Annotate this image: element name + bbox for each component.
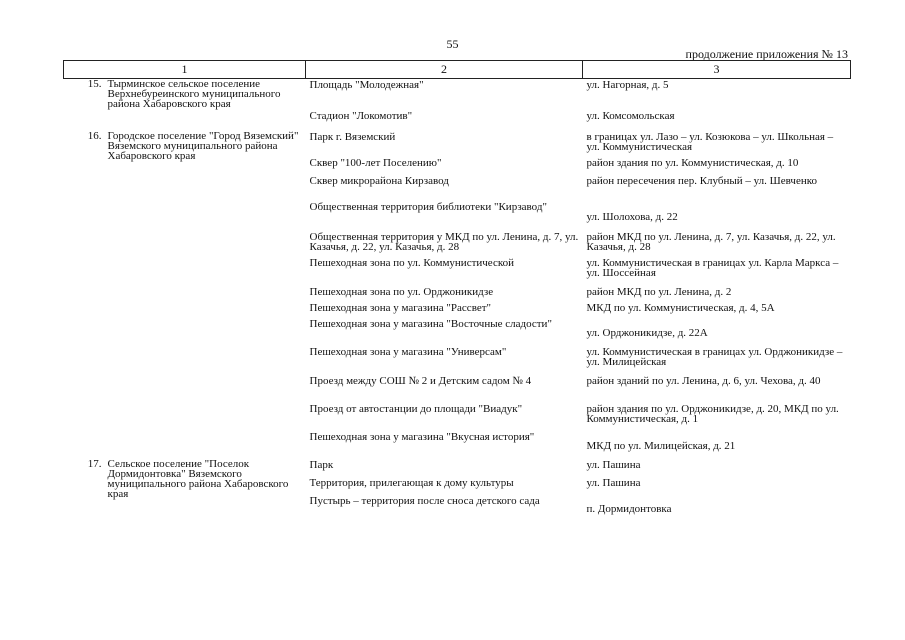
object-address: ул. Коммунистическая в границах ул. Карла Маркса – ул. Шоссейная xyxy=(586,257,839,279)
object-name: Пустырь – территория после сноса детского сада xyxy=(309,495,540,507)
object-name: Парк г. Вяземский xyxy=(309,131,396,143)
settlement-number: 17. xyxy=(87,458,102,470)
object-name: Общественная территория библиотеки "Кирзавод" xyxy=(309,201,547,213)
object-name: Пешеходная зона по ул. Орджоникидзе xyxy=(309,286,494,298)
table-header-row xyxy=(64,61,851,79)
object-address: район МКД по ул. Ленина, д. 7, ул. Казачья, д. 22, ул. Казачья, д. 28 xyxy=(586,231,836,253)
settlement-cell xyxy=(64,131,306,459)
object-name: Площадь "Молодежная" xyxy=(309,79,424,91)
settlement-cell xyxy=(64,79,306,132)
page-number: 55 xyxy=(446,37,459,51)
object-address: ул. Коммунистическая в границах ул. Орджоникидзе – ул. Милицейская xyxy=(586,346,843,368)
object-address: район пересечения пер. Клубный – ул. Шевченко xyxy=(586,175,818,187)
settlement-name: Тырминское сельское поселение Верхнебуреинского муниципального района Хабаровского края xyxy=(107,78,281,110)
object-name: Сквер микрорайона Кирзавод xyxy=(309,175,449,187)
object-name: Проезд между СОШ № 2 и Детским садом № 4 xyxy=(309,375,532,387)
object-address: МКД по ул. Милицейская, д. 21 xyxy=(586,439,736,452)
object-address: ул. Пашина xyxy=(586,459,641,471)
object-name: Пешеходная зона у магазина "Восточные сладости" xyxy=(309,318,552,330)
object-name: Территория, прилегающая к дому культуры xyxy=(309,477,514,489)
appendix-continuation-label: продолжение приложения № 13 xyxy=(685,47,848,61)
object-address: район здания по ул. Орджоникидзе, д. 20, МКД по ул. Коммунистическая, д. 1 xyxy=(586,403,839,425)
object-address: район МКД по ул. Ленина, д. 2 xyxy=(586,286,732,298)
object-address: ул. Орджоникидзе, д. 22А xyxy=(586,326,708,339)
object-address: район зданий по ул. Ленина, д. 6, ул. Чехова, д. 40 xyxy=(586,375,821,387)
settlement-name: Городское поселение "Город Вяземский" Вяземского муниципального района Хабаровского края xyxy=(107,130,299,162)
object-name: Пешеходная зона у магазина "Универсам" xyxy=(309,346,507,358)
settlement-cell xyxy=(64,459,306,522)
object-name: Проезд от автостанции до площади "Виадук" xyxy=(309,403,523,415)
settlement-number: 16. xyxy=(87,130,102,142)
object-name: Пешеходная зона у магазина "Рассвет" xyxy=(309,302,491,314)
table-row xyxy=(64,79,851,101)
settlement-number: 15. xyxy=(87,78,102,90)
object-name: Пешеходная зона по ул. Коммунистической xyxy=(309,257,515,269)
appendix-table xyxy=(63,60,851,522)
object-name: Общественная территория у МКД по ул. Ленина, д. 7, ул. Казачья, д. 22, ул. Казачья, д. 28 xyxy=(309,231,579,253)
object-name: Парк xyxy=(309,459,334,471)
object-name: Стадион "Локомотив" xyxy=(309,110,413,122)
settlement-name: Сельское поселение "Поселок Дормидонтовка" Вяземского муниципального района Хабаровского края xyxy=(107,458,289,500)
object-address: ул. Комсомольская xyxy=(586,110,675,122)
column-header-3: 3 xyxy=(583,61,851,79)
object-name: Сквер "100-лет Поселению" xyxy=(309,157,442,169)
column-header-1: 1 xyxy=(64,61,306,79)
object-address: в границах ул. Лазо – ул. Козюкова – ул. Школьная – ул. Коммунистическая xyxy=(586,131,834,153)
object-address: МКД по ул. Коммунистическая, д. 4, 5А xyxy=(586,302,775,314)
object-address: район здания по ул. Коммунистическая, д. 10 xyxy=(586,157,799,169)
object-name: Пешеходная зона у магазина "Вкусная история" xyxy=(309,431,535,443)
column-header-2: 2 xyxy=(306,61,583,79)
table-row xyxy=(64,131,851,157)
object-address: ул. Нагорная, д. 5 xyxy=(586,79,669,91)
object-address: ул. Шолохова, д. 22 xyxy=(586,210,678,223)
object-address: п. Дормидонтовка xyxy=(586,503,672,515)
object-address: ул. Пашина xyxy=(586,477,641,489)
table-row xyxy=(64,459,851,477)
